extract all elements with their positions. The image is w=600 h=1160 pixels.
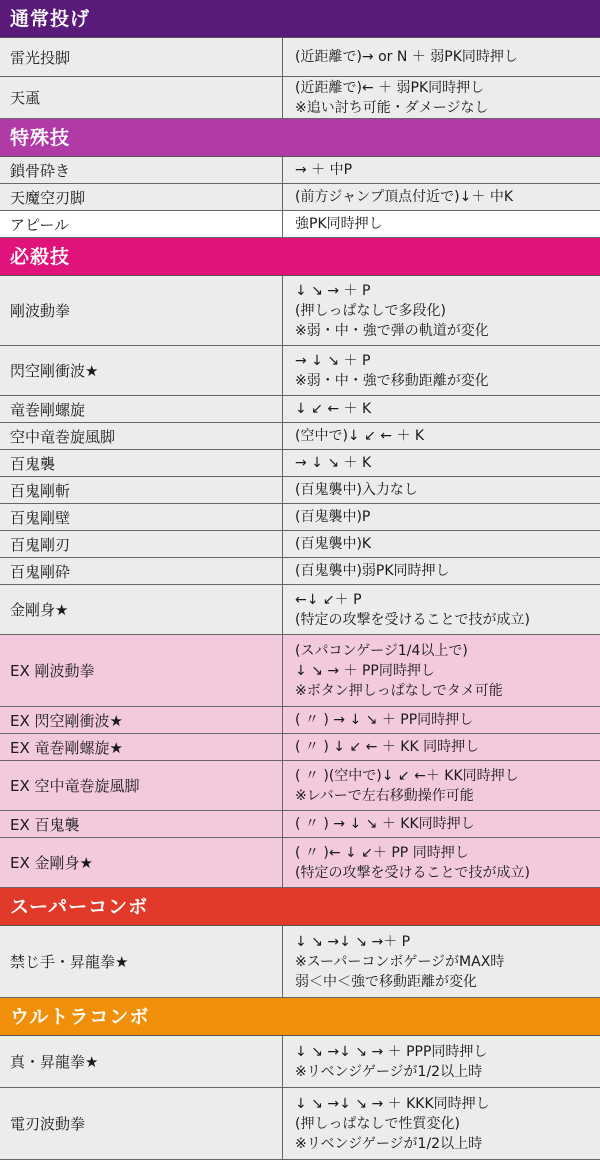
move-name: 竜巻剛螺旋 [0,396,283,422]
move-command [283,811,600,837]
move-row [0,838,600,888]
move-command [283,396,600,422]
move-row [0,423,600,450]
command-line: (近距離で)← ＋ 弱PK同時押し [295,79,485,96]
command-line: ※弱・中・強で弾の軌道が変化 [295,322,489,339]
move-row [0,396,600,423]
command-line: ※スーパーコンボゲージがMAX時 [295,953,505,970]
move-name: 百鬼襲 [0,450,283,476]
move-name: アピール [0,211,283,237]
move-name: 百鬼剛刃 [0,531,283,557]
command-line: ( 〃 )← ↓ ↙＋ PP 同時押し [295,844,469,861]
move-command [283,276,600,345]
move-command [283,450,600,476]
move-row [0,77,600,119]
move-name: 剛波動拳 [0,276,283,345]
command-line: 強PK同時押し [295,216,383,232]
move-row [0,276,600,346]
move-row [0,585,600,635]
move-name: 閃空剛衝波★ [0,346,283,395]
move-command [283,761,600,810]
move-row [0,635,600,707]
move-command [283,184,600,210]
command-line: ※追い討ち可能・ダメージなし [295,99,489,116]
move-name: EX 閃空剛衝波★ [0,707,283,733]
move-row [0,450,600,477]
command-line: (百鬼襲中)入力なし [295,482,418,498]
move-row [0,157,600,184]
command-line: (特定の攻撃を受けることで技が成立) [295,611,530,628]
move-command [283,1088,600,1159]
move-name: 百鬼剛斬 [0,477,283,503]
command-line: ↓ ↘ →↓ ↘ → ＋ PPP同時押し [295,1043,488,1060]
command-line: ( 〃 )(空中で)↓ ↙ ←＋ KK同時押し [295,767,519,784]
move-command [283,707,600,733]
command-line: (近距離で)→ or N ＋ 弱PK同時押し [295,49,518,65]
move-name: 金剛身★ [0,585,283,634]
move-name: EX 竜巻剛螺旋★ [0,734,283,760]
move-name: EX 金剛身★ [0,838,283,887]
move-row [0,558,600,585]
command-line: (百鬼襲中)P [295,509,371,525]
move-command [283,531,600,557]
command-line: ↓ ↘ →↓ ↘ →＋ P [295,933,411,950]
command-line: ↓ ↘ → ＋ P [295,282,371,299]
move-command [283,211,600,237]
command-line: → ↓ ↘ ＋ P [295,352,371,369]
command-line: ※弱・中・強で移動距離が変化 [295,372,489,389]
move-row [0,211,600,238]
move-command [283,477,600,503]
move-row [0,926,600,998]
move-command [283,585,600,634]
move-name: 天魔空刃脚 [0,184,283,210]
command-line: 弱＜中＜強で移動距離が変化 [295,973,477,990]
command-line: (スパコンゲージ1/4以上で) [295,642,468,659]
move-name: 天颪 [0,77,283,118]
command-line: (特定の攻撃を受けることで技が成立) [295,864,530,881]
command-line: ※ボタン押しっぱなしでタメ可能 [295,682,503,699]
move-command [283,504,600,530]
move-name: 禁じ手・昇龍拳★ [0,926,283,997]
move-row [0,346,600,396]
move-row [0,707,600,734]
command-line: ←↓ ↙＋ P [295,591,362,608]
move-name: EX 剛波動拳 [0,635,283,706]
section-header: 必殺技 [0,238,600,276]
command-line: ※リベンジゲージが1/2以上時 [295,1063,483,1080]
section-header: 通常投げ [0,0,600,38]
move-command [283,734,600,760]
move-name: 鎖骨砕き [0,157,283,183]
move-command [283,926,600,997]
move-name: 空中竜巻旋風脚 [0,423,283,449]
move-row [0,184,600,211]
command-line: (押しっぱなしで多段化) [295,302,446,319]
section-header: スーパーコンボ [0,888,600,926]
move-row [0,504,600,531]
section-header: 特殊技 [0,119,600,157]
command-line: ↓ ↙ ← ＋ K [295,401,372,417]
move-command [283,1036,600,1087]
command-line: (百鬼襲中)K [295,536,372,552]
move-row [0,1036,600,1088]
command-line: ( 〃 ) → ↓ ↘ ＋ KK同時押し [295,816,475,832]
command-line: (空中で)↓ ↙ ← ＋ K [295,428,425,444]
command-line: ↓ ↘ →↓ ↘ → ＋ KKK同時押し [295,1095,490,1112]
move-command [283,838,600,887]
command-line: ※リベンジゲージが1/2以上時 [295,1135,483,1152]
move-command [283,423,600,449]
move-name: 百鬼剛砕 [0,558,283,584]
move-row [0,477,600,504]
move-row [0,734,600,761]
move-command [283,558,600,584]
command-line: ↓ ↘ → ＋ PP同時押し [295,662,435,679]
move-name: 百鬼剛壁 [0,504,283,530]
command-line: → ↓ ↘ ＋ K [295,455,372,471]
section-header: ウルトラコンボ [0,998,600,1036]
move-name: 電刃波動拳 [0,1088,283,1159]
move-name: EX 空中竜巻旋風脚 [0,761,283,810]
command-line: ( 〃 ) → ↓ ↘ ＋ PP同時押し [295,712,474,728]
move-row [0,1088,600,1160]
move-row [0,531,600,558]
move-name: 雷光投脚 [0,38,283,76]
move-command [283,38,600,76]
move-row [0,761,600,811]
command-line: (百鬼襲中)弱PK同時押し [295,563,450,579]
move-name: EX 百鬼襲 [0,811,283,837]
move-row [0,38,600,77]
command-line: (押しっぱなしで性質変化) [295,1115,460,1132]
move-command [283,157,600,183]
move-name: 真・昇龍拳★ [0,1036,283,1087]
move-command [283,77,600,118]
move-row [0,811,600,838]
move-command [283,346,600,395]
command-line: ( 〃 ) ↓ ↙ ← ＋ KK 同時押し [295,739,480,755]
move-command [283,635,600,706]
command-line: (前方ジャンプ頂点付近で)↓＋ 中K [295,189,514,205]
command-line: ※レバーで左右移動操作可能 [295,787,474,804]
command-line: → ＋ 中P [295,162,353,178]
